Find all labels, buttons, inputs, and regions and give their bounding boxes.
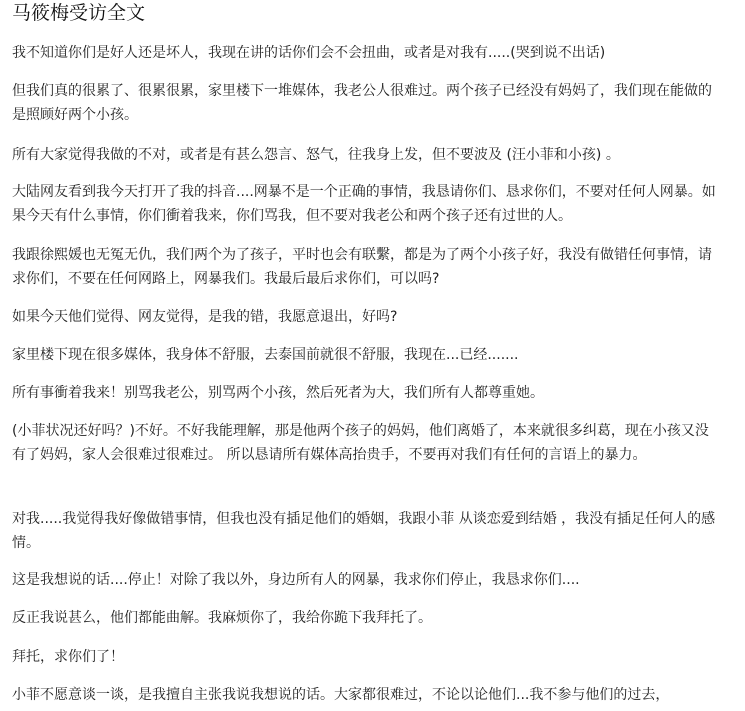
paragraph: 所有大家觉得我做的不对，或者是有甚么怨言、怒气，往我身上发，但不要波及 (汪小菲和小孩) 。 [12, 147, 620, 163]
paragraph: 但我们真的很累了、很累很累，家里楼下一堆媒体，我老公人很难过。两个孩子已经没有妈妈了，我们现在能做的是照顾好两个小孩。 [12, 83, 712, 123]
paragraph: 所有事衝着我来！别骂我老公，别骂两个小孩，然后死者为大，我们所有人都尊重她。 [12, 385, 544, 401]
paragraph: 家里楼下现在很多媒体，我身体不舒服，去泰国前就很不舒服，我现在...已经....... [12, 347, 519, 363]
paragraph: 大陆网友看到我今天打开了我的抖音....网暴不是一个正确的事情，我恳请你们、恳求你们，不要对任何人网暴。如果今天有什么事情，你们衝着我来，你们骂我，但不要对我老公和两个孩子还有过世的人。 [12, 184, 716, 224]
paragraph: (小菲状况还好吗？)不好。不好我能理解，那是他两个孩子的妈妈，他们离婚了，本来就很多纠葛，现在小孩又没有了妈妈，家人会很难过很难过。 所以恳请所有媒体高抬贵手，不要再对我们有任何的言语上的暴力。 [12, 423, 709, 463]
paragraph: 我跟徐熙媛也无冤无仇，我们两个为了孩子，平时也会有联繫，都是为了两个小孩子好，我没有做错任何事情，请求你们，不要在任何网路上，网暴我们。我最后最后求你们，可以吗? [12, 247, 712, 287]
paragraph: 对我.....我觉得我好像做错事情，但我也没有插足他们的婚姻，我跟小菲 从谈恋爱到结婚 ，我没有插足任何人的感情。 [12, 511, 716, 551]
paragraph: 如果今天他们觉得、网友觉得，是我的错，我愿意退出，好吗? [12, 309, 398, 325]
paragraph: 我不知道你们是好人还是坏人，我现在讲的话你们会不会扭曲，或者是对我有.....(哭到说不出话) [12, 45, 606, 61]
article-title: 马筱梅受访全文 [12, 2, 146, 24]
paragraph: 反正我说甚么，他们都能曲解。我麻烦你了，我给你跪下我拜托了。 [12, 610, 432, 626]
paragraph: 小菲不愿意谈一谈，是我擅自主张我说我想说的话。大家都很难过，不论以论他们...我不参与他们的过去， [12, 687, 670, 703]
paragraph: 这是我想说的话....停止！对除了我以外，身边所有人的网暴，我求你们停止，我恳求你们.... [12, 572, 580, 588]
paragraph: 拜托，求你们了！ [12, 649, 124, 665]
